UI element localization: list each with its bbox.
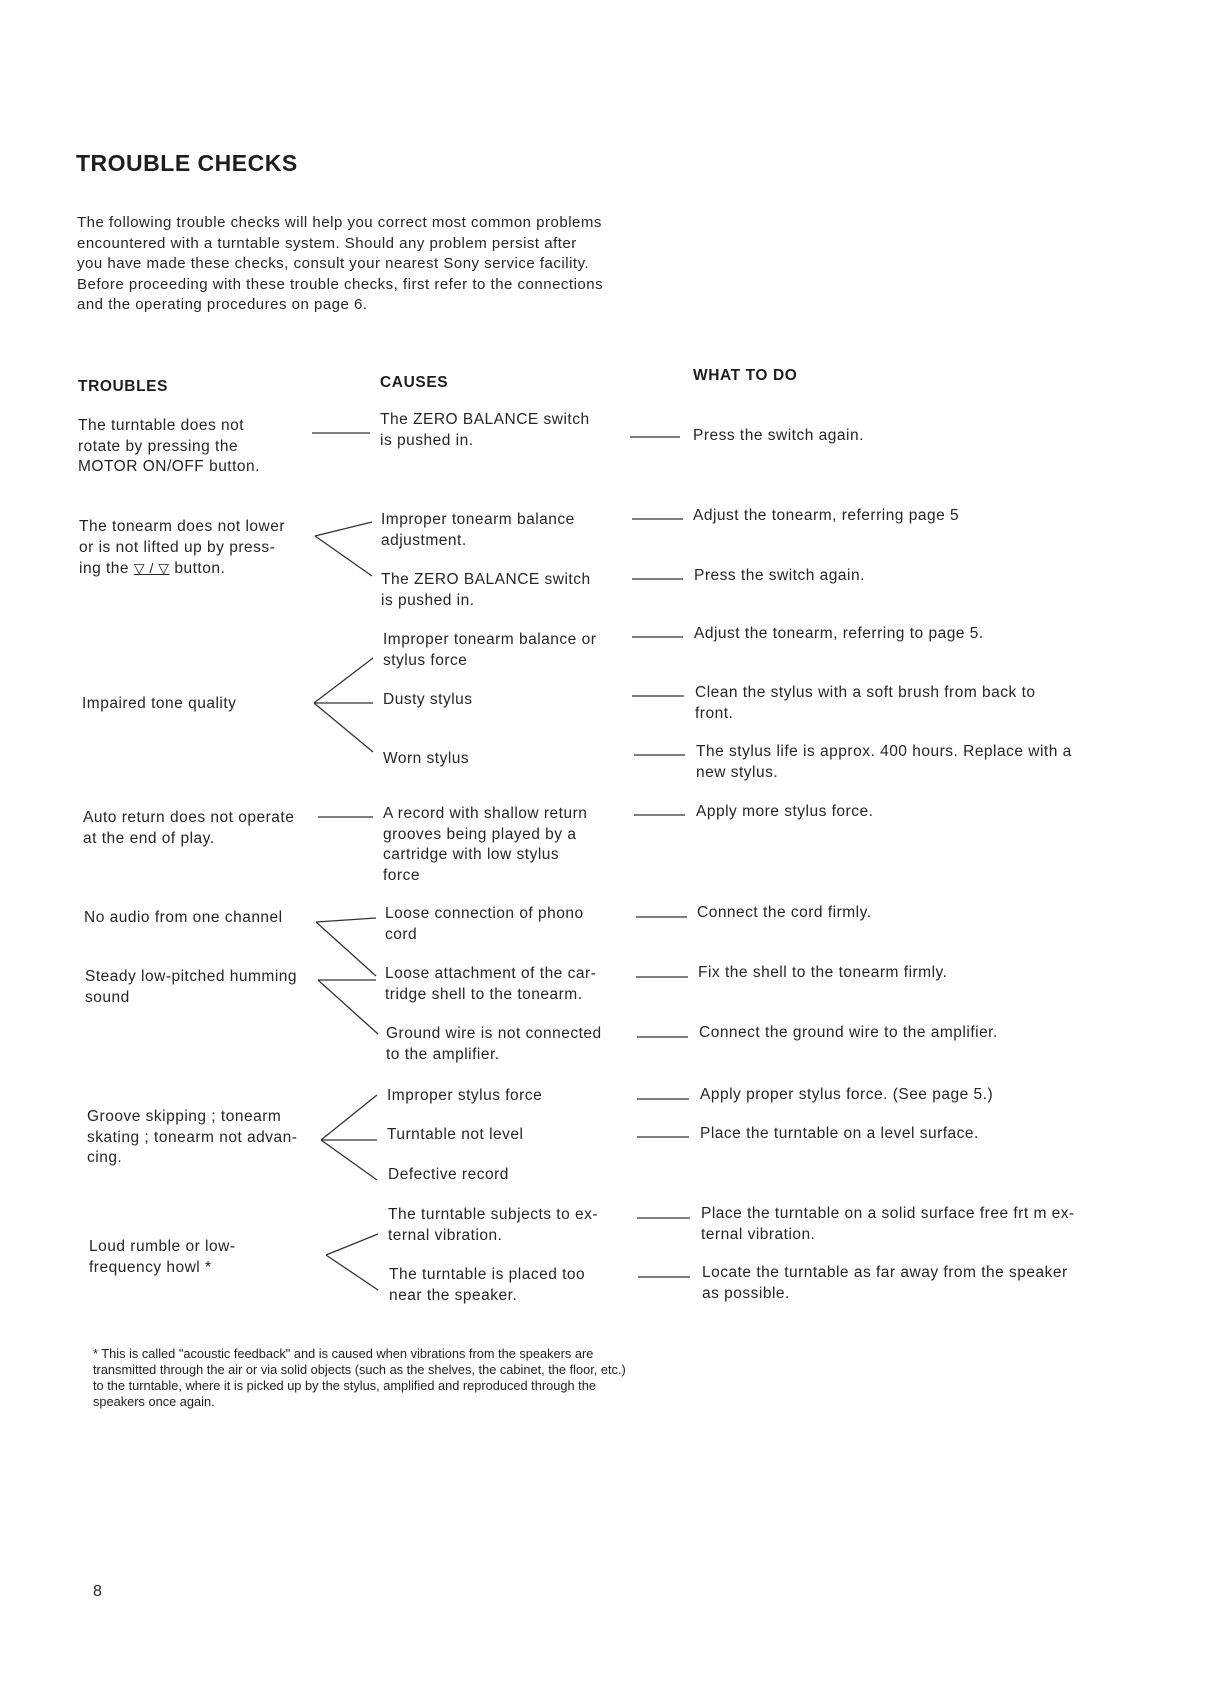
troubles-header: TROUBLES (78, 378, 169, 395)
cause-line: grooves being played by a (383, 825, 577, 843)
cause-15 (389, 1265, 585, 1306)
cause-line: The turntable subjects to ex- (388, 1206, 599, 1223)
cause-line: The ZERO BALANCE switch (380, 411, 590, 428)
connector-line (314, 703, 373, 752)
action-14 (701, 1204, 1075, 1245)
action-line: Connect the cord firmly. (697, 904, 872, 921)
trouble-2 (79, 517, 285, 580)
action-10 (699, 1023, 998, 1044)
trouble-7 (87, 1107, 297, 1169)
cause-line: is pushed in. (381, 591, 475, 609)
cause-line: Turntable not level (387, 1126, 524, 1143)
trouble-line: cing. (87, 1149, 123, 1166)
cause-line: tridge shell to the tonearm. (385, 985, 583, 1003)
action-line: Place the turntable on a level surface. (700, 1125, 979, 1142)
cause-line: to the amplifier. (386, 1045, 500, 1063)
action-line: new stylus. (696, 763, 779, 781)
trouble-line: Steady low-pitched humming (85, 968, 298, 985)
trouble-line: Auto return does not operate (83, 809, 295, 826)
action-7 (696, 802, 873, 823)
trouble-line-text: ing the (79, 560, 130, 577)
intro-paragraph-1: The following trouble checks will help you correct most common problems encountered with a turntable system. Should any problem persist after you have made these checks, consult your nearest Sony service facility. (77, 214, 602, 272)
action-2 (693, 506, 959, 527)
connector-line (316, 922, 376, 976)
cause-2 (381, 510, 575, 551)
connector-line (326, 1255, 378, 1290)
cause-line: adjustment. (381, 531, 467, 549)
trouble-line: at the end of play. (83, 829, 215, 847)
trouble-line-text: button. (174, 560, 226, 577)
trouble-line: sound (85, 988, 130, 1006)
cause-line: Dusty stylus (383, 691, 473, 708)
cause-12 (387, 1125, 523, 1146)
trouble-line: No audio from one channel (84, 909, 283, 926)
cause-14 (388, 1205, 598, 1246)
action-line: Apply more stylus force. (696, 803, 874, 820)
connector-line (316, 918, 376, 922)
action-3 (694, 566, 865, 587)
footnote (93, 1346, 629, 1410)
cause-11 (387, 1086, 542, 1107)
action-line: Place the turntable on a solid surface free frt m ex- (701, 1205, 1075, 1222)
connector-line (315, 536, 372, 576)
action-line: Connect the ground wire to the amplifier. (699, 1024, 998, 1041)
cause-line: The ZERO BALANCE switch (381, 571, 591, 588)
action-11 (700, 1085, 993, 1106)
action-4 (694, 624, 984, 645)
trouble-6 (85, 967, 297, 1008)
connector-line (314, 658, 373, 703)
trouble-line (79, 558, 285, 580)
cause-line: Improper stylus force (387, 1087, 543, 1104)
cause-line: ternal vibration. (388, 1226, 503, 1244)
trouble-line: MOTOR ON/OFF button. (78, 458, 260, 475)
trouble-3 (82, 694, 236, 715)
trouble-line: skating ; tonearm not advan- (87, 1128, 298, 1146)
cause-line: cord (385, 925, 418, 943)
page-title: TROUBLE CHECKS (76, 150, 298, 176)
cause-line: Loose attachment of the car- (385, 965, 597, 982)
action-1 (693, 426, 864, 447)
action-5 (695, 683, 1036, 724)
action-line: Press the switch again. (694, 567, 865, 584)
cause-10 (386, 1024, 602, 1065)
cause-line: Improper tonearm balance or (383, 631, 597, 648)
trouble-line: or is not lifted up by press- (79, 538, 276, 556)
what-to-do-header: WHAT TO DO (693, 367, 798, 384)
action-15 (702, 1263, 1068, 1304)
connector-line (318, 980, 378, 1034)
cause-6 (383, 749, 469, 770)
action-line: ternal vibration. (701, 1225, 816, 1243)
trouble-1 (78, 416, 260, 478)
action-line: Adjust the tonearm, referring to page 5. (694, 625, 984, 642)
trouble-4 (83, 808, 294, 849)
intro-paragraph-2: Before proceeding with these trouble checks, first refer to the connections and the operating procedures on page 6. (77, 275, 604, 313)
cause-line: Ground wire is not connected (386, 1025, 602, 1042)
cause-7 (383, 804, 587, 886)
cause-line: force (383, 866, 420, 884)
connector-line (315, 522, 372, 536)
trouble-8 (89, 1237, 235, 1278)
causes-header: CAUSES (380, 374, 449, 391)
cause-line: A record with shallow return (383, 805, 588, 822)
trouble-line: Groove skipping ; tonearm (87, 1108, 282, 1125)
cause-line: is pushed in. (380, 431, 474, 449)
action-6 (696, 742, 1072, 783)
action-line: front. (695, 704, 734, 722)
cause-1 (380, 410, 590, 451)
action-line: as possible. (702, 1284, 790, 1302)
cause-line: Loose connection of phono (385, 905, 584, 922)
cause-line: Defective record (388, 1166, 509, 1183)
action-line: Fix the shell to the tonearm firmly. (698, 964, 948, 981)
action-12 (700, 1124, 979, 1145)
cause-line: The turntable is placed too (389, 1266, 586, 1283)
page-number: 8 (93, 1583, 102, 1600)
connector-line (326, 1234, 378, 1255)
trouble-line: rotate by pressing the (78, 437, 239, 455)
cause-9 (385, 964, 596, 1005)
cause-line: cartridge with low stylus (383, 846, 560, 863)
cause-5 (383, 690, 473, 711)
action-line: Adjust the tonearm, referring page 5 (693, 507, 960, 524)
footnote-text: * This is called "acoustic feedback" and is caused when vibrations from the speakers are transmitted through the air or via solid objects (such as the shelves, the cabinet, the floor, etc.) to the turntable, where it is picked up by the stylus, amplified and reproduced through the speakers once again. (93, 1346, 626, 1409)
cause-line: Improper tonearm balance (381, 511, 575, 528)
action-line: The stylus life is approx. 400 hours. Replace with a (696, 743, 1072, 760)
trouble-line: Impaired tone quality (82, 695, 237, 712)
connector-line (321, 1140, 377, 1180)
trouble-5 (84, 908, 283, 929)
cause-3 (381, 570, 591, 611)
action-line: Locate the turntable as far away from the speaker (702, 1264, 1068, 1281)
connector-line (321, 1095, 377, 1140)
cause-line: Worn stylus (383, 750, 470, 767)
cause-line: stylus force (383, 651, 468, 669)
trouble-line: frequency howl * (89, 1258, 212, 1276)
up-down-triangle-icon: ▽ / ▽ (133, 560, 170, 576)
trouble-line: The turntable does not (78, 417, 245, 434)
action-9 (698, 963, 947, 984)
action-line: Apply proper stylus force. (See page 5.) (700, 1086, 994, 1103)
cause-13 (388, 1165, 509, 1186)
action-line: Press the switch again. (693, 427, 864, 444)
trouble-line: Loud rumble or low- (89, 1238, 236, 1255)
action-line: Clean the stylus with a soft brush from back to (695, 684, 1036, 701)
cause-8 (385, 904, 584, 945)
cause-line: near the speaker. (389, 1286, 518, 1304)
action-8 (697, 903, 872, 924)
cause-4 (383, 630, 596, 671)
trouble-line: The tonearm does not lower (79, 518, 285, 535)
